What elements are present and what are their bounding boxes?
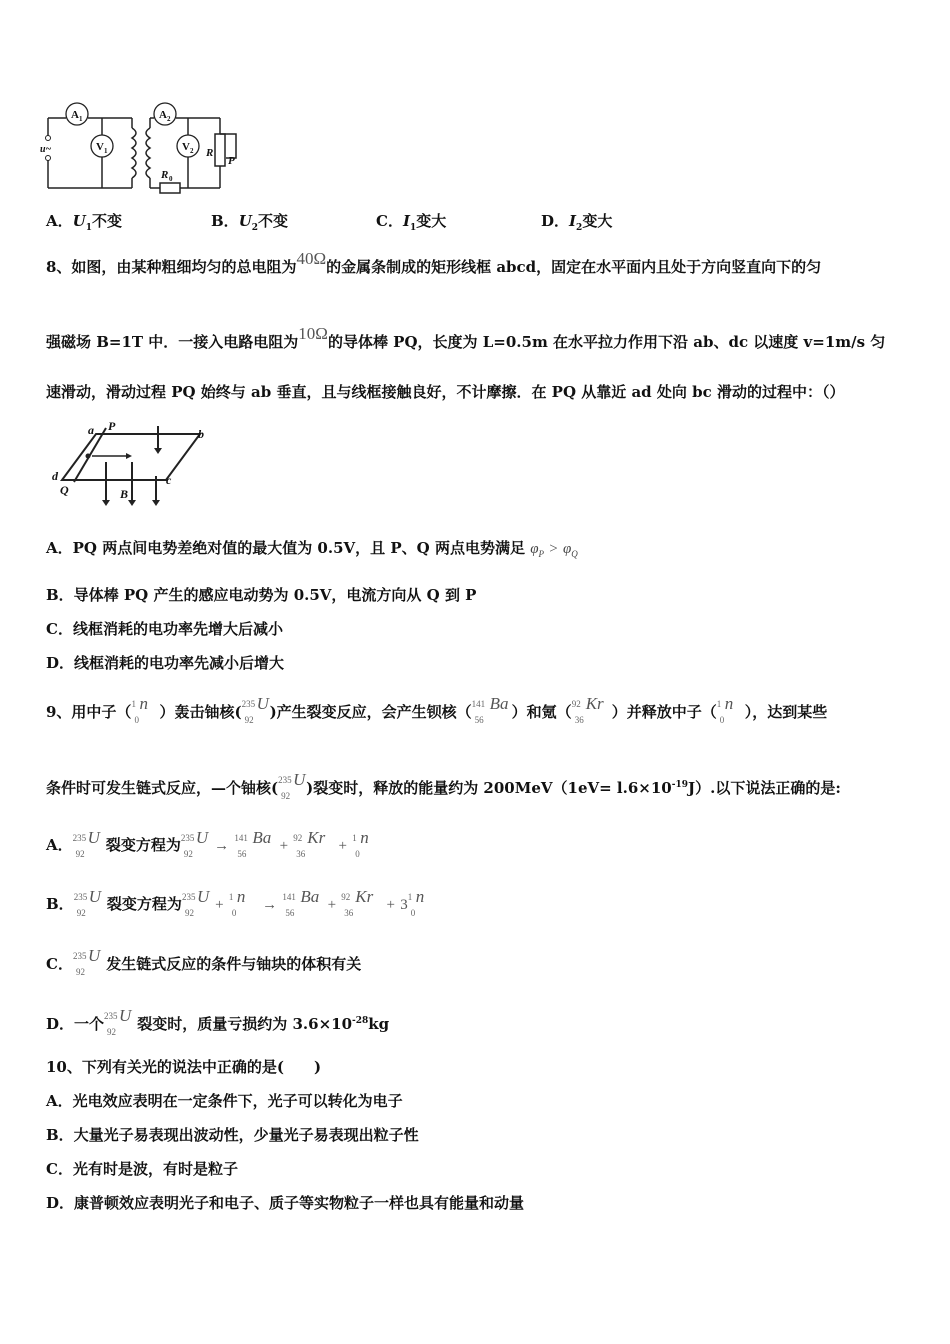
svg-text:c: c: [166, 473, 172, 487]
q9-stem-line1: 9、用中子（ 1 0 n ）轰击铀核( 235 92 U )产生裂变反应，会产生钡核（ 141 56 Ba ）和氪（ 92 36 Kr ）并释放中子（ 1 0 n ），达到某些: [46, 694, 828, 725]
uranium-nuclide: 235 92 U: [278, 770, 306, 801]
svg-text:Q: Q: [60, 483, 69, 497]
q9-stem-line2: 条件时可发生链式反应，—个铀核( 235 92 U )裂变时，释放的能量约为 $200MeV(1eV= l.6\times 10^{-19}J)$.以下说法正确的是:: [46, 770, 841, 801]
rod-frame-figure: [48, 420, 218, 506]
q9-option-b[interactable]: B． 235 92 U 裂变方程为 235 92 U + 1 0 n → 141 56 Ba + 92 36 Kr + 3 1 0 n: [46, 887, 425, 918]
svg-text:R: R: [161, 169, 169, 181]
q9-option-d[interactable]: D．一个 235 92 U 裂变时，质量亏损约为 $3.6\times 10^{-28}kg$: [46, 1006, 390, 1037]
q8-option-c[interactable]: C．线框消耗的电功率先增大后减小: [46, 620, 283, 638]
svg-text:V: V: [96, 141, 104, 153]
q7-option-a[interactable]: A．$U_1$不变: [46, 212, 123, 233]
q8-option-a[interactable]: A．PQ 两点间电势差绝对值的最大值为 0.5V，且 P、Q 两点电势满足 $\varphi_P > \varphi_Q$: [46, 539, 578, 559]
q8-option-b[interactable]: B．导体棒 PQ 产生的感应电动势为 0.5V，电流方向从 Q 到 P: [46, 586, 477, 604]
q8-stem-line3: 速滑动，滑动过程 PQ 始终与 ab 垂直，且与线框接触良好，不计摩擦．在 PQ 从靠近 ad 处向 bc 滑动的过程中：（）: [46, 383, 845, 401]
svg-text:d: d: [52, 469, 58, 483]
svg-text:P: P: [108, 420, 116, 433]
transformer-circuit-figure: [40, 98, 250, 194]
uranium-nuclide: 235 92 U: [241, 694, 269, 725]
svg-text:A: A: [159, 109, 167, 121]
krypton-nuclide: 92 36 Kr: [571, 694, 604, 725]
svg-text:P: P: [228, 155, 235, 167]
svg-text:b: b: [198, 427, 204, 441]
svg-text:0: 0: [169, 175, 173, 183]
q10-option-c[interactable]: C．光有时是波，有时是粒子: [46, 1160, 238, 1178]
q8-option-d[interactable]: D．线框消耗的电功率先减小后增大: [46, 654, 285, 672]
svg-text:1: 1: [79, 115, 83, 123]
q9-option-a[interactable]: A． 235 92 U 裂变方程为 235 92 U → 141 56 Ba + 92 36 Kr + 1 0 n: [46, 828, 369, 859]
q7-option-b[interactable]: B．$U_2$不变: [211, 212, 289, 233]
q10-option-b[interactable]: B．大量光子易表现出波动性，少量光子易表现出粒子性: [46, 1126, 419, 1144]
svg-text:B: B: [120, 487, 129, 501]
q10-option-d[interactable]: D．康普顿效应表明光子和电子、质子等实物粒子一样也具有能量和动量: [46, 1194, 525, 1212]
svg-text:2: 2: [167, 115, 171, 123]
svg-text:u~: u~: [40, 144, 52, 155]
barium-nuclide: 141 56 Ba: [471, 694, 509, 725]
q9-option-c[interactable]: C． 235 92 U 发生链式反应的条件与铀块的体积有关: [46, 946, 362, 977]
q7-option-c[interactable]: C．$I_1$变大: [376, 212, 447, 233]
q8-stem-line2: 强磁场 B=1T 中．一接入电路电阻为10Ω的导体棒 PQ，长度为 L=0.5m 在水平拉力作用下沿 ab、dc 以速度 v=1m/s 匀: [46, 324, 886, 351]
svg-text:a: a: [88, 423, 94, 437]
svg-text:1: 1: [104, 147, 108, 155]
svg-text:R: R: [206, 147, 214, 159]
neutron-nuclide: 1 0 n: [716, 694, 734, 725]
svg-text:V: V: [182, 141, 190, 153]
svg-text:2: 2: [190, 147, 194, 155]
q10-option-a[interactable]: A．光电效应表明在一定条件下，光子可以转化为电子: [46, 1092, 403, 1110]
svg-text:A: A: [71, 109, 79, 121]
q10-stem: 10、下列有关光的说法中正确的是( ): [46, 1058, 322, 1076]
q7-option-d[interactable]: D．$I_2$变大: [541, 212, 613, 233]
q8-stem-line1: 8、如图，由某种粗细均匀的总电阻为40Ω的金属条制成的矩形线框 abcd，固定在水平面内且处于方向竖直向下的匀: [46, 249, 822, 276]
neutron-nuclide: 1 0 n: [131, 694, 148, 725]
